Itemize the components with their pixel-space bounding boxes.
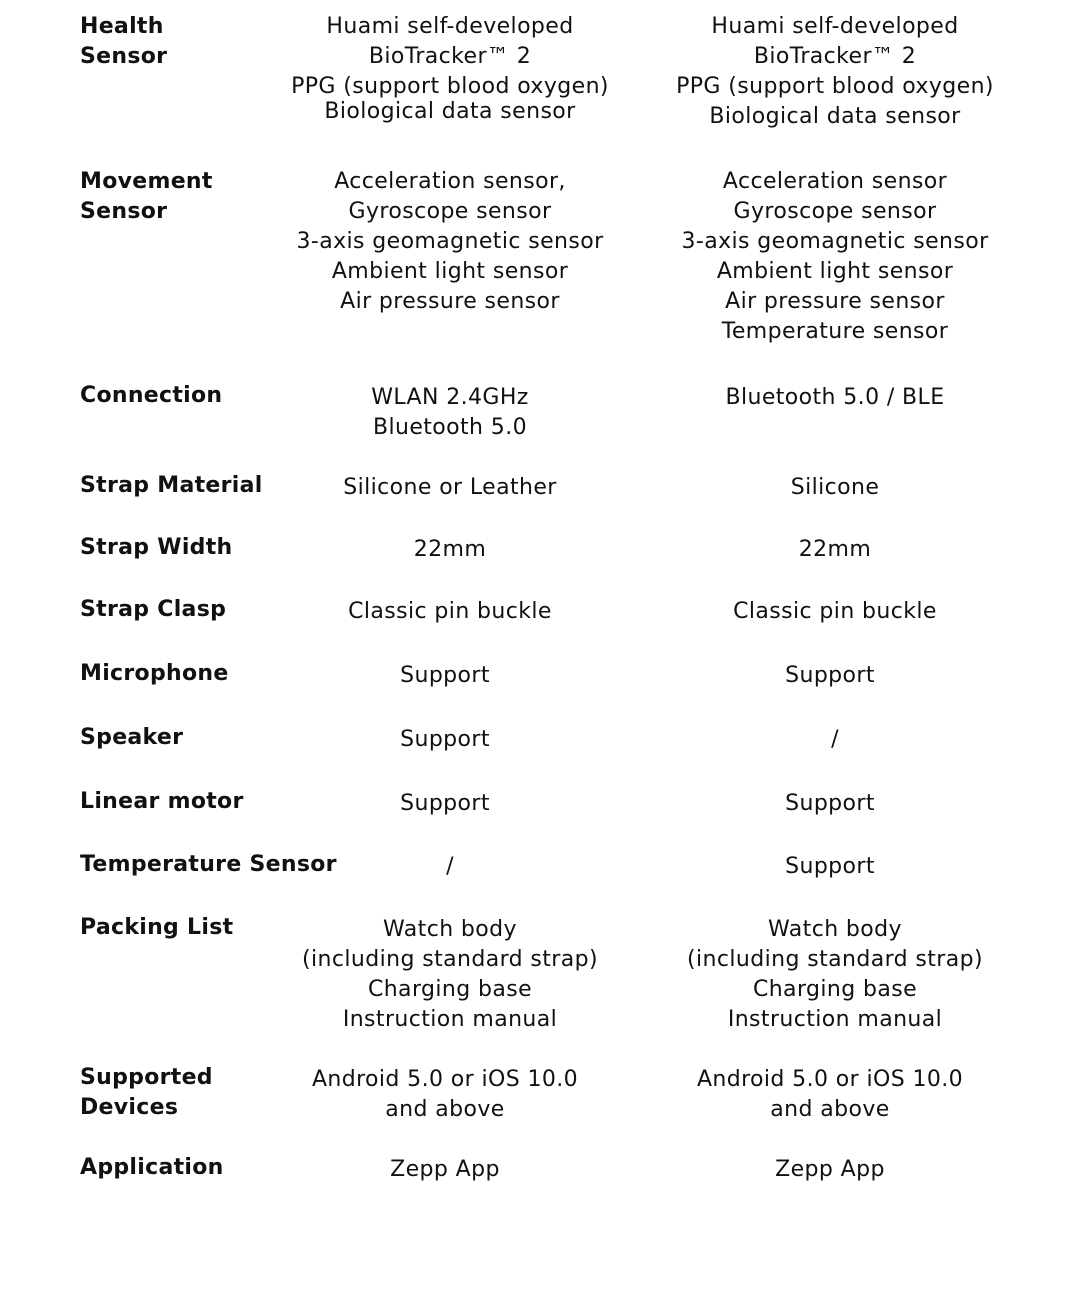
- spec-value-col-a: /: [446, 854, 454, 879]
- spec-label: Temperature Sensor: [80, 852, 337, 877]
- spec-value-col-a: Support: [400, 663, 490, 688]
- spec-label: Strap Material: [80, 473, 263, 498]
- spec-value-col-b: Support: [785, 791, 875, 816]
- spec-value-col-a: 22mm: [413, 537, 487, 562]
- spec-value-col-b: Support: [785, 663, 875, 688]
- spec-label: Connection: [80, 383, 223, 408]
- spec-value-col-a: Watch body (including standard strap) Charging base Instruction manual: [302, 917, 598, 1032]
- spec-value-col-b: Zepp App: [775, 1157, 885, 1182]
- spec-value-col-b: /: [831, 727, 839, 752]
- spec-value-col-a: WLAN 2.4GHz Bluetooth 5.0: [371, 385, 529, 440]
- spec-value-col-b: Acceleration sensor Gyroscope sensor 3-axis geomagnetic sensor Ambient light sensor Air pressure sensor Temperature sensor: [681, 169, 989, 344]
- spec-value-col-b: Classic pin buckle: [733, 599, 937, 624]
- spec-value-col-b: Support: [785, 854, 875, 879]
- spec-label: Packing List: [80, 915, 234, 940]
- spec-value-col-b: 22mm: [798, 537, 872, 562]
- spec-value-col-b: Bluetooth 5.0 / BLE: [725, 385, 945, 410]
- spec-value-col-a: Zepp App: [390, 1157, 500, 1182]
- spec-label: Microphone: [80, 661, 229, 686]
- spec-value-col-a: Support: [400, 791, 490, 816]
- spec-value-col-b: Huami self-developed BioTracker™ 2 PPG (support blood oxygen) Biological data sensor: [676, 14, 994, 129]
- spec-value-col-a: Android 5.0 or iOS 10.0 and above: [311, 1067, 579, 1122]
- spec-label: Strap Clasp: [80, 597, 227, 622]
- spec-label: Supported Devices: [80, 1065, 213, 1120]
- spec-value-col-a: Support: [400, 727, 490, 752]
- spec-value-col-b: Watch body (including standard strap) Charging base Instruction manual: [687, 917, 983, 1032]
- spec-value-col-b: Silicone: [790, 475, 880, 500]
- spec-value-col-a: Classic pin buckle: [348, 599, 552, 624]
- spec-label: Health Sensor: [80, 14, 168, 69]
- spec-label: Linear motor: [80, 789, 244, 814]
- spec-value-col-b: Android 5.0 or iOS 10.0 and above: [696, 1067, 964, 1122]
- spec-value-col-a: Acceleration sensor, Gyroscope sensor 3-axis geomagnetic sensor Ambient light sensor Air pressure sensor: [296, 169, 604, 314]
- spec-value-col-a: Silicone or Leather: [343, 475, 557, 500]
- spec-label: Strap Width: [80, 535, 233, 560]
- spec-label: Movement Sensor: [80, 169, 213, 224]
- spec-label: Application: [80, 1155, 224, 1180]
- spec-label: Speaker: [80, 725, 184, 750]
- spec-value-col-a: Huami self-developed BioTracker™ 2 PPG (support blood oxygen) Biological data sensor: [291, 14, 609, 124]
